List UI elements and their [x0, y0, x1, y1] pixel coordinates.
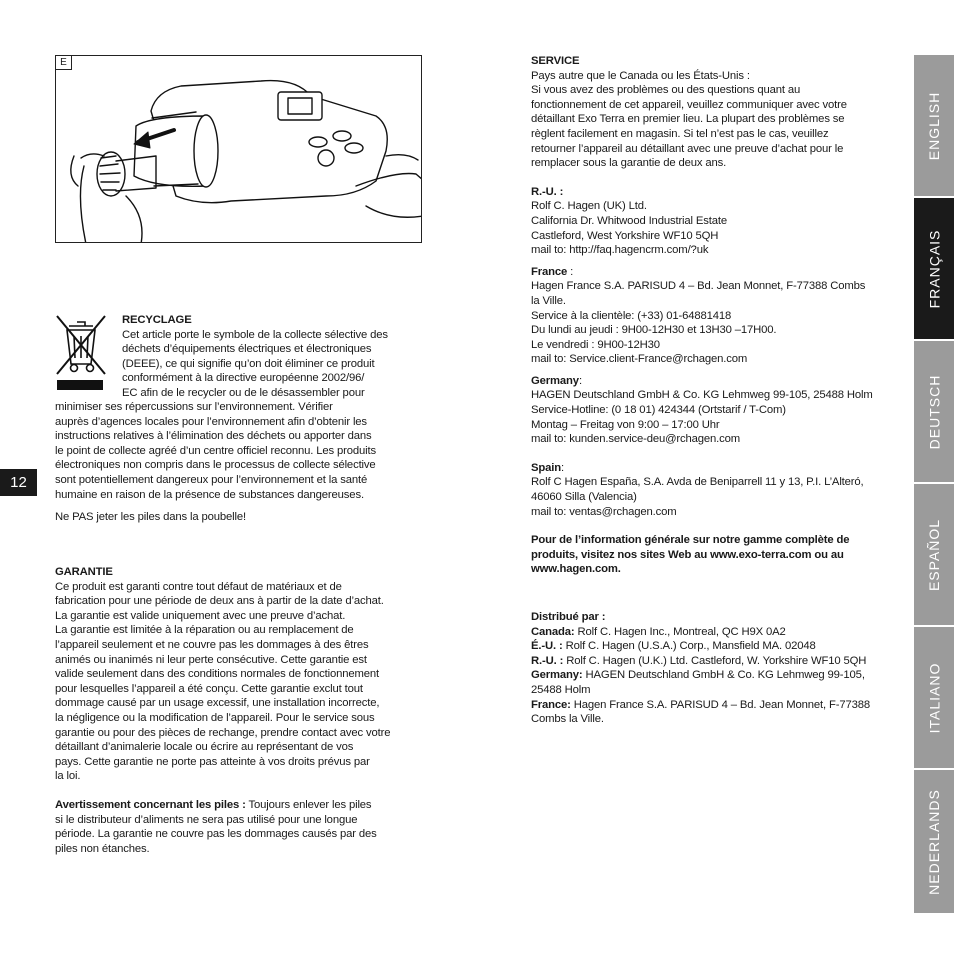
- warranty-line: La garantie est limitée à la réparation ou au remplacement de: [55, 624, 354, 637]
- recycling-line: humaine en raison de la présence de substances dangereuses.: [55, 488, 364, 501]
- warranty-title: GARANTIE: [55, 566, 113, 578]
- feeder-drawing: [56, 56, 422, 243]
- distribution-label: France:: [531, 698, 571, 711]
- uk-line: Rolf C. Hagen (UK) Ltd.: [531, 200, 647, 213]
- tab-deutsch[interactable]: [914, 341, 954, 482]
- spain-line: Rolf C Hagen España, S.A. Avda de Beniparrell 11 y 13, P.I. L’Alteró,: [531, 476, 864, 489]
- tab-label: ESPAÑOL: [926, 518, 943, 591]
- tab-italiano[interactable]: [914, 627, 954, 768]
- germany-line: HAGEN Deutschland GmbH & Co. KG Lehmweg 99-105, 25488 Holm: [531, 389, 873, 402]
- device-illustration: [55, 55, 422, 243]
- france-line: mail to: Service.client-France@rchagen.com: [531, 353, 748, 366]
- recycling-line: déchets d’équipements électriques et électroniques: [122, 343, 372, 356]
- france-label-suffix: :: [567, 265, 574, 278]
- weee-bin-icon: [55, 312, 107, 392]
- warranty-line: animés ou inanimés ni leur perte consécutive. Cette garantie est: [55, 653, 367, 666]
- recycling-line: sont potentiellement dangereux pour l’environnement et la santé: [55, 473, 368, 486]
- distribution-entry: [531, 668, 903, 683]
- uk-line: California Dr. Whitwood Industrial Estate: [531, 214, 728, 227]
- germany-label: Germany: [531, 374, 579, 387]
- distribution-text: Rolf C. Hagen Inc., Montreal, QC H9X 0A2: [574, 625, 786, 638]
- service-line: fonctionnement de cet appareil, veuillez communiquer avec votre: [531, 98, 847, 111]
- warranty-line: l’appareil seulement et ne couvre pas les dommages à des êtres: [55, 638, 369, 651]
- france-line: Le vendredi : 9H00-12H30: [531, 338, 660, 351]
- warranty-section: [55, 565, 427, 856]
- warranty-line: Ce produit est garanti contre tout défaut de matériaux et de: [55, 580, 342, 593]
- uk-line: Castleford, West Yorkshire WF10 5QH: [531, 229, 719, 242]
- tab-francais[interactable]: [914, 198, 954, 339]
- warranty-line: la loi.: [55, 770, 81, 783]
- distribution-text: 25488 Holm: [531, 683, 591, 696]
- distribution-entry: [531, 625, 903, 640]
- recycling-body: [55, 400, 425, 525]
- warranty-line: la négligence ou la modification de l’appareil. Pour le service sous: [55, 711, 375, 724]
- warranty-line: pays. Cette garantie ne porte pas atteinte à vos droits prévus par: [55, 755, 370, 768]
- tab-label: ITALIANO: [926, 662, 943, 733]
- uk-line: mail to: http://faq.hagencrm.com/?uk: [531, 244, 709, 257]
- tab-label: DEUTSCH: [926, 374, 943, 449]
- distribution-text: HAGEN Deutschland GmbH & Co. KG Lehmweg 99-105,: [582, 669, 865, 682]
- recycling-line: le point de collecte agréé d’un centre officiel reconnu. Les produits: [55, 444, 377, 457]
- tab-label: NEDERLANDS: [926, 788, 943, 895]
- france-heading: [531, 265, 903, 280]
- battery-warning-line: piles non étanches.: [55, 842, 150, 855]
- distribution-text: Rolf C. Hagen (U.K.) Ltd. Castleford, W. Yorkshire WF10 5QH: [563, 654, 867, 667]
- warranty-line: dommage causé par un usage excessif, une installation incorrecte,: [55, 697, 380, 710]
- distribution-label: É.-U. :: [531, 640, 563, 653]
- france-label: France: [531, 265, 568, 278]
- recycling-line: (DEEE), ce qui signifie qu’on doit éliminer ce produit: [122, 357, 375, 370]
- more-info-line: produits, visitez nos sites Web au www.exo-terra.com ou au: [531, 548, 844, 561]
- distribution-label: Germany:: [531, 669, 583, 682]
- spain-label-suffix: :: [561, 461, 565, 474]
- battery-warning-text: Toujours enlever les piles: [245, 798, 372, 811]
- uk-label: R.-U. :: [531, 185, 564, 198]
- germany-label-suffix: :: [578, 374, 582, 387]
- distribution-entry: [531, 654, 903, 669]
- recycling-line: Cet article porte le symbole de la collecte sélective des: [122, 328, 388, 341]
- spain-label: Spain: [531, 461, 562, 474]
- distribution-entry: [531, 698, 903, 713]
- france-line: la Ville.: [531, 294, 566, 307]
- service-line: retourner l’appareil au détaillant avec une preuve d’achat pour le: [531, 142, 844, 155]
- warranty-line: pour lesquelles l’appareil a été conçu. Cette garantie exclut tout: [55, 682, 363, 695]
- spain-line: mail to: ventas@rchagen.com: [531, 505, 677, 518]
- service-line: Pays autre que le Canada ou les États-Unis :: [531, 69, 750, 82]
- batteries-note: Ne PAS jeter les piles dans la poubelle!: [55, 511, 246, 524]
- more-info-line: www.hagen.com.: [531, 563, 621, 576]
- recycling-line: conformément à la directive européenne 2002/96/: [122, 372, 365, 385]
- france-line: Service à la clientèle: (+33) 01-64881418: [531, 309, 732, 322]
- figure-label: E: [56, 56, 72, 70]
- distribution-entry: [531, 639, 903, 654]
- distribution-section: [531, 610, 903, 727]
- germany-line: mail to: kunden.service-deu@rchagen.com: [531, 433, 741, 446]
- warranty-line: valide seulement dans des conditions normales de fonctionnement: [55, 668, 380, 681]
- recycling-intro: [122, 313, 422, 401]
- recycling-line: auprès d’agences locales pour l’environnement afin d’obtenir les: [55, 415, 367, 428]
- distribution-label: Canada:: [531, 625, 575, 638]
- germany-line: Montag – Freitag von 9:00 – 17:00 Uhr: [531, 418, 720, 431]
- service-line: remplacer sous la garantie de deux ans.: [531, 157, 727, 170]
- france-line: Hagen France S.A. PARISUD 4 – Bd. Jean Monnet, F-77388 Combs: [531, 280, 866, 293]
- distribution-label: R.-U. :: [531, 654, 564, 667]
- service-line: Si vous avez des problèmes ou des questions quant au: [531, 84, 801, 97]
- spain-line: 46060 Silla (Valencia): [531, 491, 637, 504]
- service-section: [531, 54, 903, 577]
- recycling-title: RECYCLAGE: [122, 314, 192, 326]
- battery-warning: [55, 798, 427, 813]
- germany-heading: [531, 374, 903, 389]
- tab-nederlands[interactable]: [914, 770, 954, 913]
- recycling-line: minimiser ses répercussions sur l’environnement. Vérifier: [55, 401, 333, 413]
- service-line: détaillant Exo Terra en premier lieu. La plupart des problèmes se: [531, 113, 845, 126]
- service-line: règlent facilement en magasin. Si tel n’est pas le cas, veuillez: [531, 127, 829, 140]
- distribution-text: Combs la Ville.: [531, 713, 604, 726]
- recycling-line: EC afin de le recycler ou de le désassembler pour: [122, 386, 365, 399]
- warranty-line: fabrication pour une période de deux ans à partir de la date d’achat.: [55, 595, 384, 608]
- germany-line: Service-Hotline: (0 18 01) 424344 (Ortstarif / T-Com): [531, 404, 786, 417]
- warranty-line: détaillant d’animalerie locale ou écrire au représentant de vos: [55, 741, 354, 754]
- tab-label: FRANÇAIS: [926, 229, 943, 308]
- distribution-text: Hagen France S.A. PARISUD 4 – Bd. Jean Monnet, F-77388: [570, 698, 870, 711]
- tab-english[interactable]: [914, 55, 954, 196]
- warranty-line: garantie ou pour des pièces de rechange, prendre contact avec votre: [55, 726, 391, 739]
- recycling-line: instructions relatives à l’élimination des déchets ou apporter dans: [55, 430, 372, 443]
- tab-label: ENGLISH: [926, 91, 942, 160]
- warranty-line: La garantie est valide uniquement avec une preuve d’achat.: [55, 609, 346, 622]
- battery-warning-line: période. La garantie ne couvre pas les dommages causés par des: [55, 828, 377, 841]
- france-line: Du lundi au jeudi : 9H00-12H30 et 13H30 –17H00.: [531, 324, 777, 337]
- battery-warning-label: Avertissement concernant les piles :: [55, 798, 246, 811]
- distribution-text: Rolf C. Hagen (U.S.A.) Corp., Mansfield MA. 02048: [562, 640, 816, 653]
- spain-heading: [531, 461, 903, 476]
- recycling-line: électroniques non compris dans le processus de collecte sélective: [55, 459, 376, 472]
- service-title: SERVICE: [531, 55, 580, 67]
- distribution-title: Distribué par :: [531, 611, 606, 623]
- page-number: 12: [0, 469, 37, 496]
- tab-espanol[interactable]: [914, 484, 954, 625]
- battery-warning-line: si le distributeur d’aliments ne sera pas utilisé pour une longue: [55, 813, 358, 826]
- more-info-line: Pour de l’information générale sur notre gamme complète de: [531, 534, 850, 547]
